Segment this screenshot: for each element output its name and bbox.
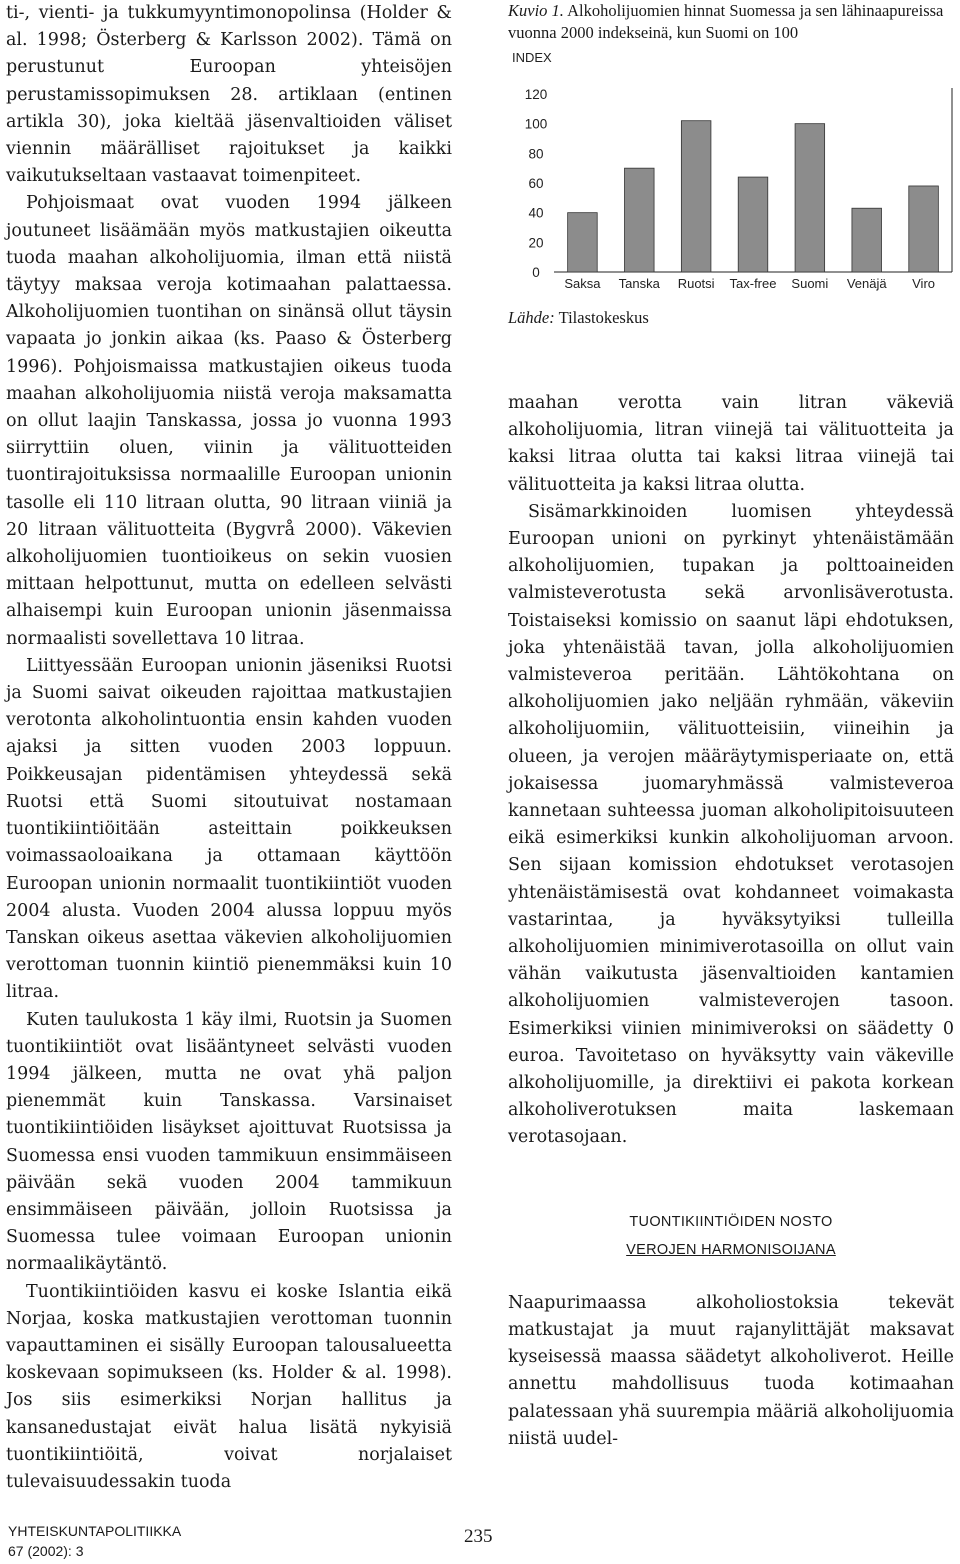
y-tick-label-120: 120 (524, 87, 548, 102)
bar-saksa (568, 213, 598, 272)
bar-tanska (625, 168, 655, 272)
section-heading-line-2: VEROJEN HARMONISOIJANA (626, 1241, 836, 1258)
figure-source-label: Lähde: (508, 308, 555, 327)
x-tick-label-saksa: Saksa (564, 276, 601, 291)
y-tick-label-80: 80 (528, 146, 544, 162)
x-tick-label-tax-free: Tax-free (729, 276, 777, 291)
figure-source (508, 308, 954, 328)
section-heading (508, 1208, 954, 1264)
section-heading-line-1: TUONTIKIINTIÖIDEN NOSTO (629, 1213, 833, 1230)
price-index-chart (508, 48, 954, 308)
y-axis-title: INDEX (512, 50, 552, 65)
right-paragraph-3: Naapurimaassa alkoholiostoksia tekevät matkustajat ja muut rajanylittäjät maksavat kyseisessä maassa säädetyt alkoholiverot. Heille annettu mahdollisuus tuoda kotimaahan palatessaan yhä suurempia määriä alkoholijuomia niistä uudel- (508, 1292, 954, 1449)
paragraph-4: Kuten taulukosta 1 käy ilmi, Ruotsin ja Suomen tuontikiintiöt ovat lisääntyneet selvästi vuoden 1994 jälkeen, mutta ne ovat yhä paljon pienemmät kuin Tanskassa. Varsinaiset tuontikiintiöiden lisäykset ajoittuvat Ruotsissa ja Suomessa ensi vuoden tammikuun ensimmäiseen päivään sekä vuoden 2004 tammikuun ensimmäiseen päivään, jolloin Ruotsissa ja Suomessa tulee voimaan Euroopan unionin normaalikäytäntö. (6, 1009, 452, 1275)
right-column (508, 0, 954, 1453)
x-tick-label-venäjä: Venäjä (846, 276, 887, 291)
paragraph-3: Liittyessään Euroopan unionin jäseniksi Ruotsi ja Suomi saivat oikeuden rajoittaa matkustajien verotonta alkoholintuontia ensin kahden vuoden ajaksi ja sitten vuoden 2003 loppuun. Poikkeusajan pidentämisen yhteydessä sekä Ruotsi että Suomi sitoutuivat nostamaan tuontikiintiöitään asteittain poikkeuksen voimassaoloaikana ja ottamaan käyttöön Euroopan unionin normaalit tuontikiintiöt vuoden 2004 alusta. Vuoden 2004 alussa loppuu myös Tanskan oikeus asettaa väkevien alkoholijuomien verottoman tuonnin kiintiö pienemmäksi kuin 10 litraa. (6, 655, 452, 1003)
left-column (6, 0, 452, 1496)
bar-suomi (795, 124, 825, 272)
paragraph-5: Tuontikiintiöiden kasvu ei koske Islantia eikä Norjaa, koska matkustajien verottoman tuonnin vapauttaminen ei sisälly Euroopan talousalueetta koskevaan sopimukseen (ks. Holder & al. 1998). Jos siis esimerkiksi Norjan hallitus ja kansanedustajat eivät halua lisätä nykyisiä tuontikiintiöitä, voivat norjalaiset tulevaisuudessakin tuoda (6, 1281, 452, 1492)
x-tick-label-ruotsi: Ruotsi (677, 276, 715, 291)
bar-viro (909, 186, 939, 272)
y-tick-label-0: 0 (532, 265, 540, 280)
journal-footer (8, 1521, 181, 1561)
figure-caption (508, 0, 954, 44)
y-tick-label-60: 60 (528, 176, 544, 191)
right-paragraph-1: maahan verotta vain litran väkeviä alkoholijuomia, litran viinejä tai välituotteita ja kaksi litraa olutta tai kaksi litraa viinejä tai välituotteita ja kaksi litraa olutta. (508, 393, 954, 495)
x-tick-label-suomi: Suomi (791, 276, 829, 291)
bar-venäjä (852, 208, 882, 272)
y-tick-label-40: 40 (528, 205, 544, 221)
figure-caption-text: Alkoholijuomien hinnat Suomessa ja sen lähinaapureissa vuonna 2000 indekseinä, kun Suomi on 100 (508, 1, 944, 42)
x-tick-label-tanska: Tanska (618, 276, 660, 291)
chart-svg (508, 48, 954, 308)
paragraph-1: ti-, vienti- ja tukkumyyntimonopolinsa (Holder & al. 1998; Österberg & Karlsson 2002). Tämä on perustunut Euroopan yhteisöjen perustamissopimuksen 28. artiklaan (entinen artikla 30), joka kieltää jäsenvaltioiden väliset viennin määrälliset rajoitukset ja kaikki vaikutukseltaan vastaavat toimenpiteet. (6, 3, 452, 187)
y-tick-label-20: 20 (528, 235, 544, 251)
bar-tax-free (738, 177, 768, 272)
bar-ruotsi (681, 121, 711, 272)
right-paragraph-2: Sisämarkkinoiden luomisen yhteydessä Euroopan unioni on pyrkinyt yhtenäistämään alkoholijuomien, tupakan ja polttoaineiden valmisteverotusta sekä arvonlisäverotusta. Toistaiseksi komissio on saanut läpi ehdotuksen, joka yhtenäistää tavan, jolla alkoholijuomien valmisteveroa peritään. Lähtökohtana on alkoholijuomien jako neljään ryhmään, väkeviin alkoholijuomiin, välituotteisiin, viineihin ja olueen, ja verojen määräytymisperiaate on, että jokaisessa juomaryhmässä valmisteveroa kannetaan suhteessa juoman alkoholipitoisuuteen eikä esimerkiksi kunkin alkoholijuoman arvoon. Sen sijaan komission ehdotukset verotasojen yhtenäistämisestä ovat kohdanneet voimakasta vastarintaa, ja hyväksytyiksi tulleilla alkoholijuomien minimiverotasoilla on ollut vain vähän vaikutusta jäsenvaltioiden kantamien alkoholijuomien valmisteverojen tasoon. Esimerkiksi viinien minimiveroksi on säädetty 0 euroa. Tavoitetaso on hyväksytty vain väkeville alkoholijuomille, ja direktiivi ei pakota korkean alkoholiverotuksen maita laskemaan verotasojaan. (508, 501, 954, 1148)
page-number: 235 (464, 1526, 493, 1547)
journal-name: YHTEISKUNTAPOLITIIKKA (8, 1523, 182, 1539)
figure-caption-label: Kuvio 1. (508, 1, 564, 20)
journal-issue: 67 (2002): 3 (8, 1543, 84, 1559)
x-tick-label-viro: Viro (912, 276, 936, 291)
paragraph-2: Pohjoismaat ovat vuoden 1994 jälkeen joutuneet lisäämään myös matkustajien oikeutta tuoda maahan alkoholijuomia, ilman että niistä täytyy maksaa veroja kotimaahan palattaessa. Alkoholijuomien tuontihan on sinänsä ollut täysin vapaata jo jonkin aikaa (ks. Paaso & Österberg 1996). Pohjoismaissa matkustajien oikeus tuoda maahan alkoholijuomia niistä veroja maksamatta on ollut laajin Tanskassa, jossa jo vuonna 1993 siirryttiin oluen, viinin ja välituotteiden tuontirajoituksissa normaalille Euroopan unionin tasolle eli 110 litraan olutta, 90 litraan viiniä ja 20 litraan välituotteita (Bygvrå 2000). Väkevien alkoholijuomien tuontioikeus on sekin vuosien mittaan helpottunut, mutta on edelleen selvästi alhaisempi kuin Euroopan unionin jäsenmaissa normaalisti sovellettava 10 litraa. (6, 193, 452, 649)
y-tick-label-100: 100 (524, 116, 548, 132)
figure-source-text: Tilastokeskus (558, 308, 649, 327)
